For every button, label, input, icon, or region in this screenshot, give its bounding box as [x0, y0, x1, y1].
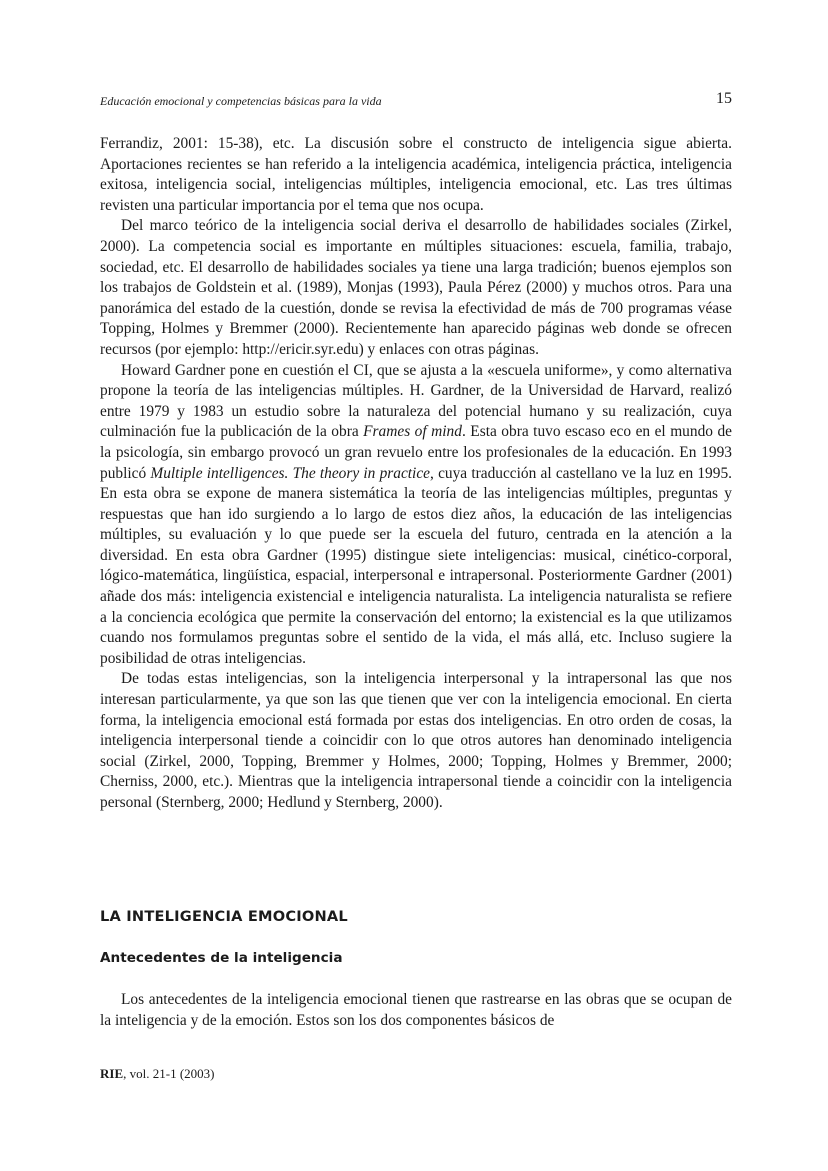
book-title: Frames of mind — [363, 423, 462, 441]
section-heading: LA INTELIGENCIA EMOCIONAL — [100, 908, 348, 925]
paragraph: De todas estas inteligencias, son la inteligencia interpersonal y la intrapersonal las que nos interesan particularmente, ya que son las que tienen que ver con la inteligencia emocional. En cierta forma, la inteligencia emocional está formada por estas dos inteligencias. En otro orden de cosas, la inteligencia interpersonal tiende a coincidir con lo que otros autores han denominado inteligencia social (Zirkel, 2000, Topping, Bremmer y Holmes, 2000; Topping, Holmes y Bremmer, 2000; Cherniss, 2000, etc.). Mientras que la inteligencia intrapersonal tiende a coincidir con la inteligencia personal (Sternberg, 2000; Hedlund y Sternberg, 2000). — [100, 670, 732, 811]
body-text-continued — [100, 990, 732, 1031]
page-number: 15 — [716, 90, 732, 107]
running-title: Educación emocional y competencias básicas para la vida — [100, 94, 382, 108]
subsection-heading: Antecedentes de la inteligencia — [100, 950, 343, 966]
journal-name: RIE — [100, 1066, 124, 1081]
page-footer — [100, 1066, 214, 1082]
paragraph: Ferrandiz, 2001: 15-38), etc. La discusión sobre el constructo de inteligencia sigue abierta. Aportaciones recientes se han referido a la inteligencia académica, inteligencia práctica, inteligencia exitosa, inteligencia social, inteligencias múltiples, inteligencia emocional, etc. Las tres últimas revisten una particular importancia por el tema que nos ocupa. — [100, 135, 732, 214]
body-text — [100, 134, 732, 814]
paragraph-text: . Esta obra tuvo escaso eco en el mundo de la psicología, sin embargo provocó un gran revuelo entre los profesionales de la educación. En 1993 publicó — [100, 423, 732, 482]
book-title: Multiple intelligences. The theory in practice — [150, 464, 431, 482]
paragraph-text: Howard Gardner pone en cuestión el CI, que se ajusta a la «escuela uniforme», y como alternativa propone la teoría de las inteligencias múltiples. H. Gardner, de la Universidad de Harvard, realizó entre 1979 y 1983 un estudio sobre la naturaleza del potencial humano y su realización, cuya culminación fue la publicación de la obra — [100, 361, 732, 441]
journal-volume: , vol. 21-1 (2003) — [123, 1066, 215, 1081]
paragraph-text: , cuya traducción al castellano ve la luz en 1995. En esta obra se expone de manera sistemática la teoría de las inteligencias múltiples, preguntas y respuestas que han ido surgiendo a lo largo de estos diez años, la educación de las inteligencias múltiples, su evaluación y lo que puede ser la escuela del futuro, centrada en la atención a la diversidad. En esta obra Gardner (1995) distingue siete inteligencias: musical, cinético-corporal, lógico-matemática, lingüística, espacial, interpersonal e intrapersonal. Posteriormente Gardner (2001) añade dos más: inteligencia existencial e inteligencia naturalista. La inteligencia naturalista se refiere a la conciencia ecológica que permite la conservación del entorno; la existencial es la que utilizamos cuando nos formulamos preguntas sobre el sentido de la vida, el más allá, etc. Incluso sugiere la posibilidad de otras inteligencias. — [100, 464, 732, 667]
paragraph: Los antecedentes de la inteligencia emocional tienen que rastrearse en las obras que se ocupan de la inteligencia y de la emoción. Estos son los dos componentes básicos de — [100, 991, 732, 1029]
paragraph: Del marco teórico de la inteligencia social deriva el desarrollo de habilidades sociales (Zirkel, 2000). La competencia social es importante en múltiples situaciones: escuela, familia, trabajo, sociedad, etc. El desarrollo de habilidades sociales ya tiene una larga tradición; buenos ejemplos son los trabajos de Goldstein et al. (1989), Monjas (1993), Paula Pérez (2000) y muchos otros. Para una panorámica del estado de la cuestión, donde se revisa la efectividad de más de 700 programas véase Topping, Holmes y Bremmer (2000). Recientemente han aparecido páginas web donde se ofrecen recursos (por ejemplo: http://ericir.syr.edu) y enlaces con otras páginas. — [100, 217, 732, 358]
running-head — [100, 90, 732, 114]
paragraph — [100, 361, 732, 670]
